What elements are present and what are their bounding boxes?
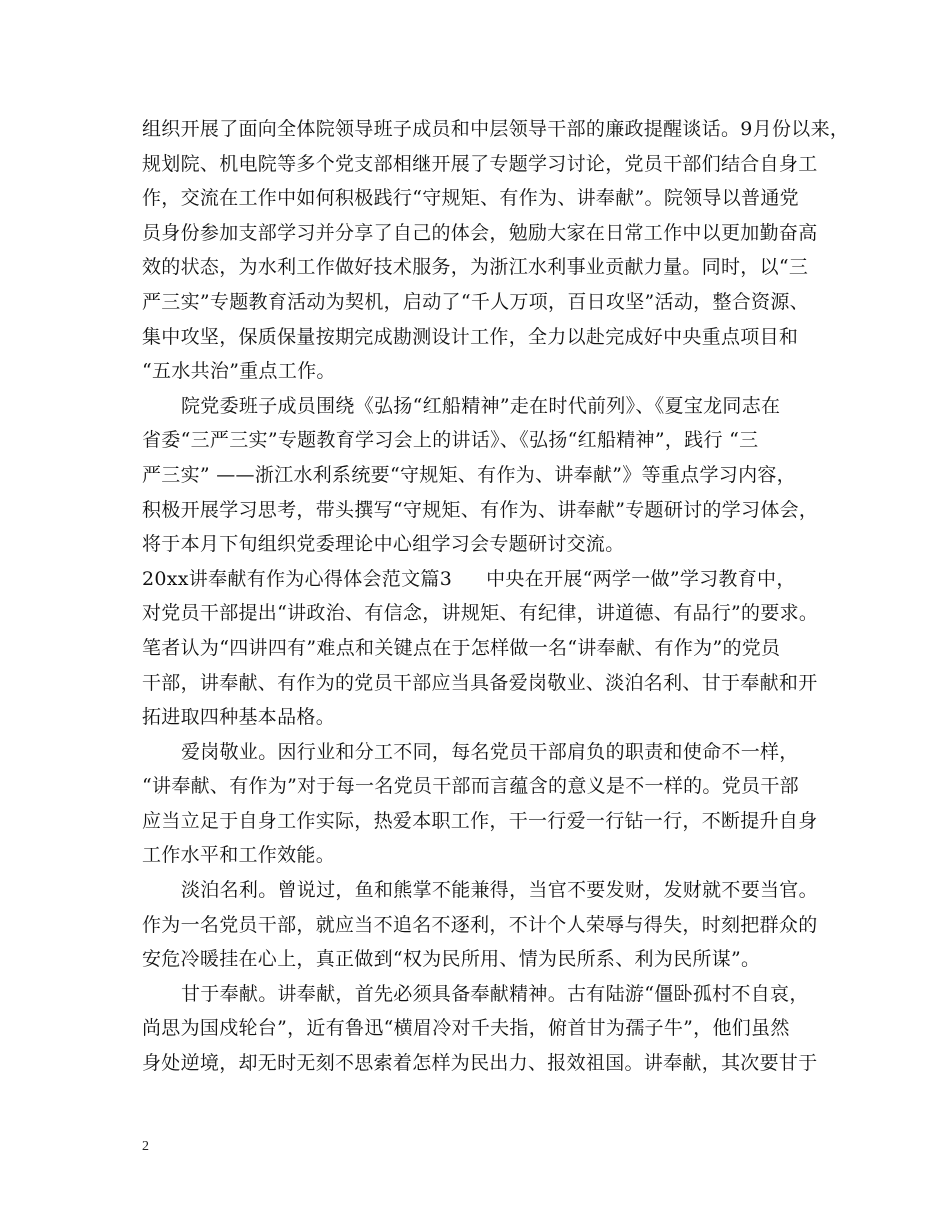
- text-line: 淡泊名利。曾说过，鱼和熊掌不能兼得，当官不要发财，发财就不要当官。: [181, 879, 818, 902]
- paragraph-2: [142, 389, 822, 562]
- text-line: “五水共治”重点工作。: [142, 360, 336, 383]
- text-line: 应当立足于自身工作实际，热爱本职工作，干一行爱一行钻一行，不断提升自身: [142, 809, 818, 832]
- paragraph-indifference: [142, 873, 822, 977]
- paragraph-devotion: [142, 977, 822, 1081]
- text-line: 效的状态，为水利工作做好技术服务，为浙江水利事业贡献力量。同时，以“三: [142, 256, 809, 279]
- text-line: “讲奉献、有作为”对于每一名党员干部而言蕴含的意义是不一样的。党员干部: [142, 775, 799, 798]
- text-line: 员身份参加支部学习并分享了自己的体会，勉励大家在日常工作中以更加勤奋高: [142, 221, 818, 244]
- text-line: 作，交流在工作中如何积极践行“守规矩、有作为、讲奉献”。院领导以普通党: [142, 187, 799, 210]
- text-line: 爱岗敬业。因行业和分工不同，每名党员干部肩负的职责和使命不一样，: [181, 740, 799, 763]
- text-line: 工作水平和工作效能。: [142, 844, 336, 867]
- text-line: 尚思为国戍轮台”，近有鲁迅“横眉冷对千夫指，俯首甘为孺子牛”，他们虽然: [142, 1017, 790, 1040]
- paragraph-1: [142, 112, 850, 389]
- paragraph-dedication: [142, 735, 822, 873]
- article-heading: 20xx讲奉献有作为心得体会范文篇3: [142, 567, 453, 590]
- heading-line: [142, 562, 822, 597]
- document-body: [142, 112, 850, 1081]
- text-line: 甘于奉献。讲奉献，首先必须具备奉献精神。古有陆游“僵卧孤村不自哀，: [181, 982, 809, 1005]
- text-line: 积极开展学习思考，带头撰写“守规矩、有作为、讲奉献”专题研讨的学习体会，: [142, 498, 819, 521]
- text-line: 省委“三严三实”专题教育学习会上的讲话》、《弘扬“红船精神”，践行 “三: [142, 429, 759, 452]
- text-line: 安危冷暖挂在心上，真正做到“权为民所用、情为民所系、利为民所谋”。: [142, 948, 761, 971]
- text-line: 对党员干部提出“讲政治、有信念，讲规矩、有纪律，讲道德、有品行”的要求。: [142, 602, 819, 625]
- text-line: 院党委班子成员围绕《弘扬“红船精神”走在时代前列》、《夏宝龙同志在: [181, 394, 781, 417]
- text-line: 作为一名党员干部，就应当不追名不逐利，不计个人荣辱与得失，时刻把群众的: [142, 913, 818, 936]
- text-line: 拓进取四种基本品格。: [142, 706, 336, 729]
- text-line: 将于本月下旬组织党委理论中心组学习会专题研讨交流。: [142, 533, 625, 556]
- text-line: 严三实”专题教育活动为契机，启动了“千人万项，百日攻坚”活动，整合资源、: [142, 290, 809, 313]
- text-line: 组织开展了面向全体院领导班子成员和中层领导干部的廉政提醒谈话。9月份以来，: [142, 118, 850, 140]
- text-fragment: 中央在开展“两学一做”学习教育中，: [486, 567, 796, 590]
- page-number: 2: [142, 1139, 149, 1154]
- text-line: 身处逆境，却无时无刻不思索着怎样为民出力、报效祖国。讲奉献，其次要甘于: [142, 1052, 818, 1075]
- text-line: 笔者认为“四讲四有”难点和关键点在于怎样做一名“讲奉献、有作为”的党员: [142, 636, 781, 659]
- text-line: 严三实” ——浙江水利系统要“守规矩、有作为、讲奉献”》等重点学习内容，: [142, 463, 796, 486]
- article-heading-paragraph: [142, 562, 822, 735]
- text-line: 集中攻坚，保质保量按期完成勘测设计工作，全力以赴完成好中央重点项目和: [142, 325, 799, 348]
- text-line: 规划院、机电院等多个党支部相继开展了专题学习讨论，党员干部们结合自身工: [142, 152, 818, 175]
- text-line: 干部，讲奉献、有作为的党员干部应当具备爱岗敬业、淡泊名利、甘于奉献和开: [142, 671, 818, 694]
